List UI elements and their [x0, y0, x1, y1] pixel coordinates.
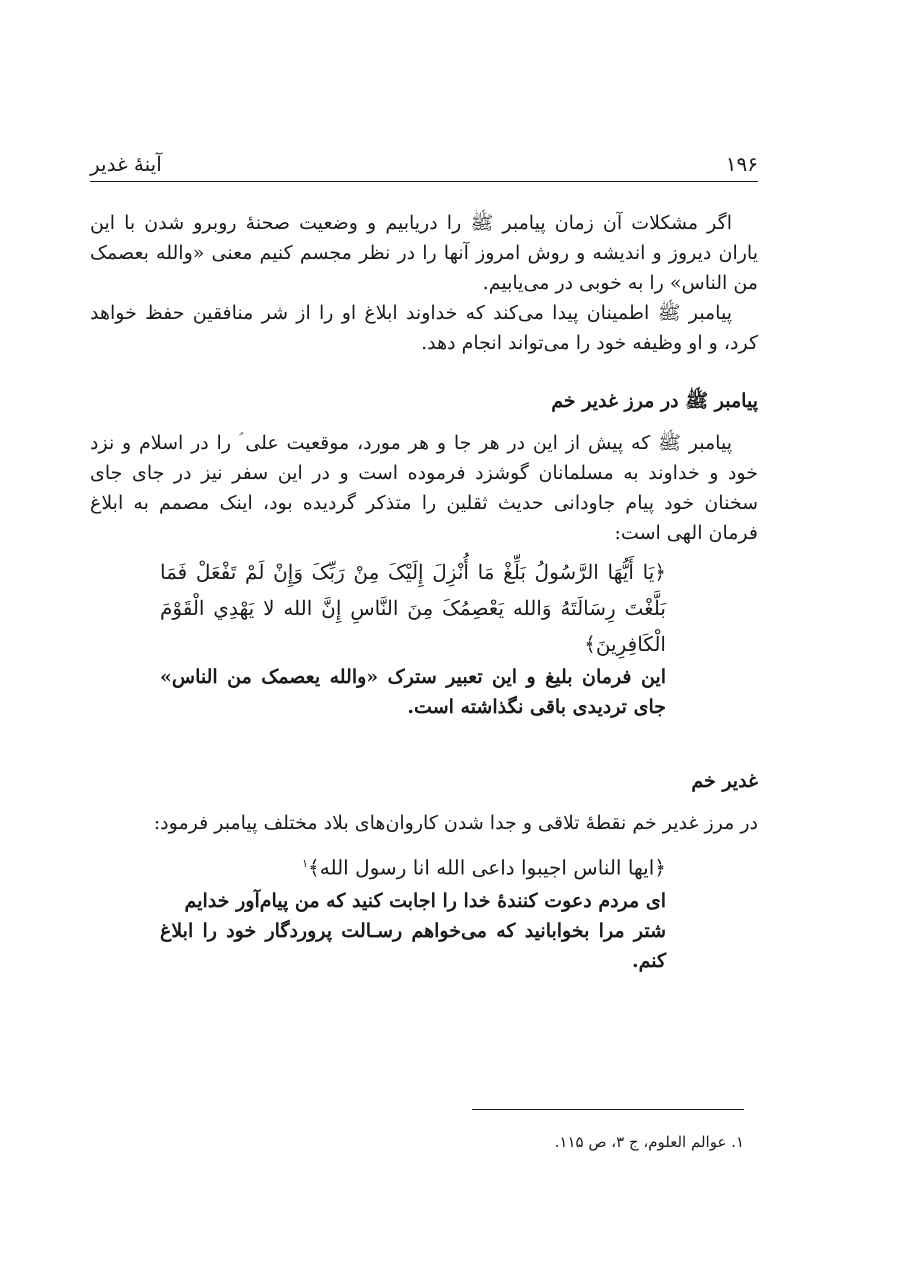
- body-text: [90, 208, 758, 976]
- header-rule: [90, 181, 758, 182]
- running-header: [90, 146, 758, 176]
- paragraph-6: ای مردم دعوت کنندهٔ خدا را اجابت کنید که من پیام‌آور خدایم: [184, 889, 666, 912]
- footnote-rule: [472, 1109, 744, 1110]
- quran-verse: ﴿یَا أَیُّهَا الرَّسُولُ بَلِّغْ مَا أُنْزِلَ إِلَیْکَ مِنْ رَبِّکَ وَإِنْ لَمْ تَفْعَلْ فَمَا بَلَّغْتَ رِسَالَتَهُ وَالله یَعْصِمُکَ مِنَ النَّاسِ إِنَّ الله لا یَهْدِي الْقَوْمَ الْکَافِرِینَ﴾: [160, 560, 666, 656]
- paragraph-1: اگر مشکلات آن زمان پیامبر ﷺ را دریابیم و وضعیت صحنهٔ روبرو شدن با این یاران دیروز و اندیشه و روش امروز آنها را در نظر مجسم کنیم معنی «والله بعصمک من الناس» را به خوبی در می‌یابیم.: [90, 212, 758, 294]
- page-number: ۱۹۶: [725, 152, 758, 176]
- arabic-quote: [160, 846, 666, 886]
- paragraph-5: در مرز غدیر خم نقطهٔ تلاقی و جدا شدن کاروان‌های بلاد مختلف پیامبر فرمود:: [153, 812, 758, 834]
- section-heading-1: پیامبر ﷺ در مرز غدیر خم: [551, 390, 758, 412]
- footnote-ref[interactable]: ۱: [302, 857, 308, 870]
- paragraph-2: پیامبر ﷺ اطمینان پیدا می‌کند که خداوند ابلاغ او را از شر منافقین حفظ خواهد کرد، و او وظیفه خود را می‌تواند انجام دهد.: [90, 302, 758, 354]
- paragraph-3: پیامبر ﷺ که پیش از این در هر جا و هر مورد، موقعیت علی ؑ را در اسلام و نزد خود و خداوند به مسلمانان گوشزد فرموده است و در این سفر نیز در جای جای سخنان خود پیام جاودانی حدیث ثقلین را متذکر گردیده بود، اینک مصمم به ابلاغ فرمان الهی است:: [90, 432, 758, 544]
- book-title: آینهٔ غدیر: [90, 152, 162, 176]
- paragraph-7: شتر مرا بخوابانید که می‌خواهم رسـالت پروردگار خود را ابلاغ کنم.: [160, 919, 666, 972]
- paragraph-4: این فرمان بلیغ و این تعبیر سترک «والله یعصمک من الناس» جای تردیدی باقی نگذاشته است.: [160, 666, 666, 718]
- section-heading-2: غدیر خم: [691, 770, 758, 792]
- arabic-quote-text: ﴿ایها الناس اجیبوا داعی الله انا رسول الله﴾: [308, 855, 666, 880]
- footnote: ۱. عوالم العلوم، ج ۳، ص ۱۱۵.: [554, 1133, 744, 1151]
